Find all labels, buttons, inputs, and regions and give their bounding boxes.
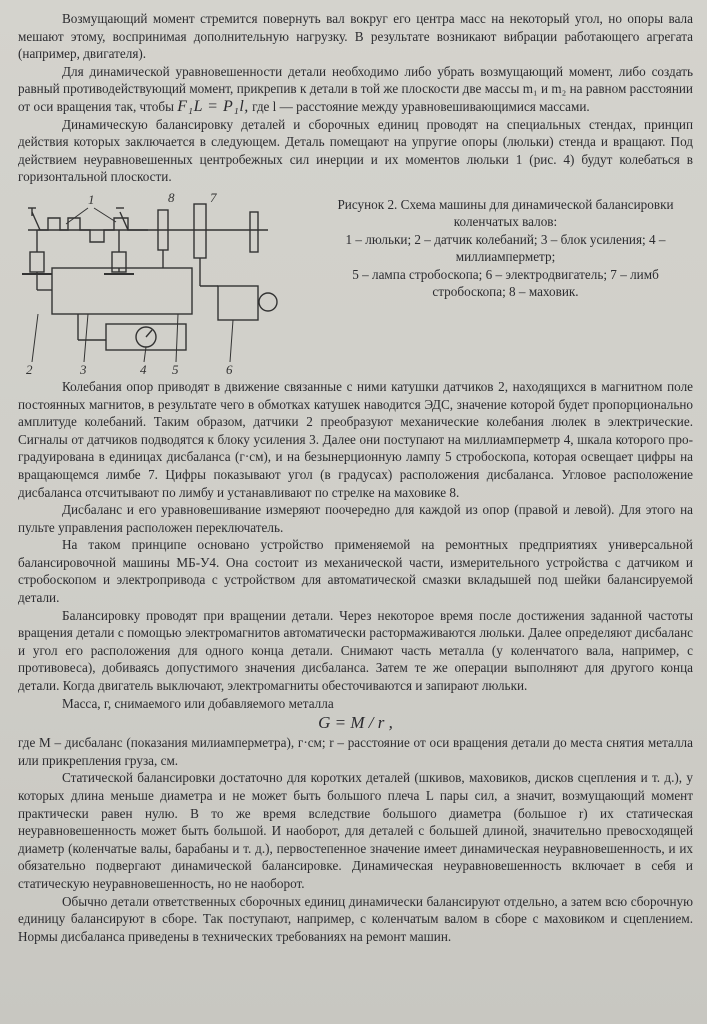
caption-title: Рисунок 2. Схема машины для динамической балансировки коленчатых валов: bbox=[337, 196, 674, 230]
sensor-left bbox=[30, 252, 44, 272]
paragraph-10: Статической балансировки достаточно для коротких деталей (шкивов, маховиков, дисков сцепления и т. д.), у которых длина меньше диаметра и не может быть большого плеча L пары сил, а значит, возмущающий момент практически равен нулю. В то же время вследствие большого диаметра (большое r) их статическая неуравновешенность может быть большой. И наоборот, для деталей с большей длиной, значительно превосходящей диаметр (коленчатые валы, барабаны и т. д.), первостепенное значение имеет динамическая неуравновешенность, и их обязательно подвергают динамической балансировке. Динамическая неуравновешенность включает в себя и статическую неуравновешенность, но не наоборот. bbox=[18, 770, 693, 891]
left-support bbox=[32, 212, 40, 230]
paragraph-5: Дисбаланс и его уравновешивание измеряют поочередно для каждой из опор (правой и левой). Для этого на пульте управления расположен переключатель. bbox=[18, 502, 693, 535]
paragraph-3: Динамическую балансировку деталей и сборочных единиц проводят на специальных стендах, принцип действия которых заключается в следующем. Деталь помещают на упругие опоры (люльки) стенда и вращают. Под действием неуравновешенных центробежных сил инерции и их моментов люльки 1 (рис. 4) будут колебаться в горизонтальной плоскости. bbox=[18, 116, 693, 185]
right-support bbox=[120, 212, 128, 230]
caption-line-1: 1 – люльки; 2 – датчик колебаний; 3 – блок усиления; 4 – миллиамперметр; bbox=[345, 231, 666, 265]
paragraph-6: На таком принципе основано устройство применяемой на ремонтных предприятиях универсальной балансировочной машины МБ-У4. Она состоит из механической части, измерительного устройства с датчиком и стробоскопом и электропривода с устройством для автоматической смазки вкладышей под шейки балансируемой детали. bbox=[18, 537, 693, 606]
inline-formula: F₁L = P₁l, bbox=[177, 97, 249, 115]
fig-label-8: 8 bbox=[168, 189, 175, 205]
figure-block bbox=[18, 190, 693, 376]
paragraph-2 bbox=[18, 63, 693, 116]
caption-line-2: 5 – лампа стробоскопа; 6 – электродвигатель; 7 – лимб стробоскопа; 8 – маховик. bbox=[352, 266, 659, 299]
fig-label-5: 5 bbox=[172, 361, 179, 376]
machine-schematic bbox=[18, 190, 318, 376]
fig-label-4: 4 bbox=[140, 361, 147, 376]
paragraph-9: где M – дисбаланс (показания милиамперметра), г·см; r – расстояние от оси вращения детали до места снятия металла или прикрепления груза, см. bbox=[18, 735, 693, 768]
fig-label-2: 2 bbox=[26, 361, 33, 376]
paragraph-11: Обычно детали ответственных сборочных единиц динамически балансируют отдельно, а затем всю сборочную единицу балансируют в сборе. Так поступают, например, с коленчатым валом в сборе с маховиком и сцеплением. Нормы дисбаланса приведены в технических требованиях на ремонт машин. bbox=[18, 893, 693, 944]
paragraph-4: Колебания опор приводят в движение связанные с ними катушки датчиков 2, находящихся в магнитном поле постоянных магнитов, в результате чего в обмотках катушек наводится ЭДС, значение которой будет пропорционально амплитуде колебаний. Таким образом, датчики 2 преобразуют механические колебания люлек в электрические. Сигналы от датчиков подводятся к блоку усиления 3. Далее они поступают на миллиамперметр 4, шкала которого про-градуирована в единицах дисбаланса (г·см), и на безынерционную лампу 5 стробоскопа, которая освещает цифры на вращающемся лимбе 7. Цифры показывают угол (в градусах) расположения дисбаланса. Угловое расположение дисбаланса отсчитывают по лимбу и устанавливают по стрелке на маховике 8. bbox=[18, 378, 693, 500]
paragraph-1: Возмущающий момент стремится повернуть вал вокруг его центра масс на некоторый угол, но опоры вала мешают этому, воспринимая дополнительную нагрузку. В результате возникают вибрации работающего агрегата (например, двигателя). bbox=[18, 11, 693, 62]
fig-label-6: 6 bbox=[226, 361, 233, 376]
figure-caption bbox=[318, 190, 693, 300]
fig-label-7: 7 bbox=[210, 189, 217, 205]
paragraph-8: Масса, г, снимаемого или добавляемого металла bbox=[62, 695, 334, 711]
fig-label-3: 3 bbox=[80, 361, 87, 376]
electric-motor bbox=[218, 286, 258, 320]
paragraph-2-text-b: где l — расстояние между уравновешивающимися массами. bbox=[252, 98, 590, 114]
fig-label-1: 1 bbox=[88, 191, 95, 207]
strobe-limb bbox=[194, 204, 206, 258]
flywheel bbox=[250, 212, 258, 252]
paragraph-2-text-a: Для динамической уравновешенности детали необходимо либо убрать возмущающий момент, либо создать равный противодействующий момент, прикрепив к детали в той же плоскости две массы m₁ и m₂ на равном расстоянии от оси вращения так, чтобы bbox=[18, 63, 693, 114]
mass-formula: G = M / r , bbox=[318, 713, 393, 733]
paragraph-7: Балансировку проводят при вращении детали. Через некоторое время после достижения заданной частоты вращения детали с помощью электромагнитов автоматически растормаживаются люльки. Далее определяют дисбаланс и угол его расположения для одного конца детали. Снимают часть металла (у коленчатого вала, например, с противовеса), добиваясь допустимого значения дисбаланса. Затем те же операции выполняют для другого конца детали. Когда двигатель выключают, электромагниты обесточиваются и запирают люльки. bbox=[18, 607, 693, 694]
motor-pulley bbox=[259, 293, 277, 311]
